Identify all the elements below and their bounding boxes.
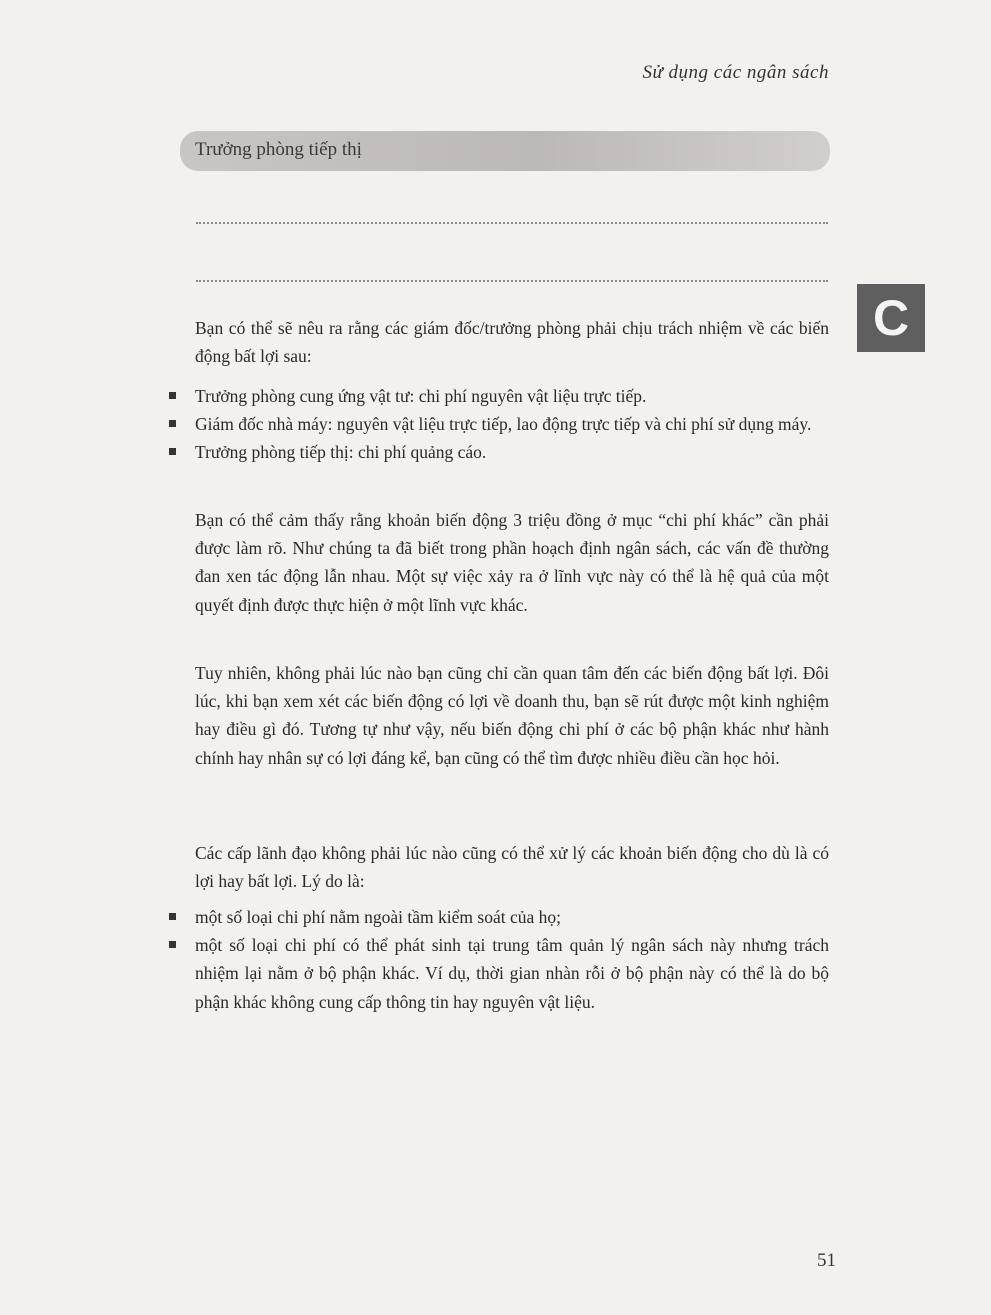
reasons-list bbox=[165, 903, 829, 1016]
paragraph-3: Tuy nhiên, không phải lúc nào bạn cũng chỉ cần quan tâm đến các biến động bất lợi. Đôi lúc, khi bạn xem xét các biến động có lợi về doanh thu, bạn sẽ rút được một kinh nghiệm hay điều gì đó. Tương tự như vậy, nếu biến động chi phí ở các bộ phận khác như hành chính hay nhân sự có lợi đáng kể, bạn cũng có thể tìm được nhiều điều cần học hỏi. bbox=[195, 663, 829, 768]
answer-dotted-line-1 bbox=[196, 222, 828, 224]
answer-dotted-line-2 bbox=[196, 280, 828, 282]
list-item: Trưởng phòng cung ứng vật tư: chi phí nguyên vật liệu trực tiếp. bbox=[165, 382, 829, 410]
bullet-square-icon bbox=[169, 420, 176, 427]
running-head: Sử dụng các ngân sách bbox=[642, 62, 829, 83]
list-item: Giám đốc nhà máy: nguyên vật liệu trực tiếp, lao động trực tiếp và chi phí sử dụng máy. bbox=[165, 410, 829, 438]
list-item: Trưởng phòng tiếp thị: chi phí quảng cáo. bbox=[165, 438, 829, 466]
list-item: một số loại chi phí nằm ngoài tầm kiểm soát của họ; bbox=[165, 903, 829, 931]
paragraph-2: Bạn có thể cảm thấy rằng khoản biến động 3 triệu đồng ở mục “chi phí khác” cần phải được làm rõ. Như chúng ta đã biết trong phần hoạch định ngân sách, các vấn đề thường đan xen tác động lẫn nhau. Một sự việc xảy ra ở lĩnh vực này có thể là hệ quả của một quyết định được thực hiện ở một lĩnh vực khác. bbox=[195, 510, 829, 615]
paragraph-4: Các cấp lãnh đạo không phải lúc nào cũng có thể xử lý các khoản biến động cho dù là có lợi hay bất lợi. Lý do là: bbox=[195, 843, 829, 892]
answer-label: Trưởng phòng tiếp thị bbox=[195, 139, 362, 160]
intro-paragraph: Bạn có thể sẽ nêu ra rằng các giám đốc/trưởng phòng phải chịu trách nhiệm về các biến động bất lợi sau: bbox=[195, 318, 829, 367]
responsibility-list bbox=[165, 382, 829, 467]
section-tab: C bbox=[857, 284, 925, 352]
bullet-square-icon bbox=[169, 448, 176, 455]
list-item: một số loại chi phí có thể phát sinh tại trung tâm quản lý ngân sách này nhưng trách nhiệm lại nằm ở bộ phận khác. Ví dụ, thời gian nhàn rỗi ở bộ phận này có thể là do bộ phận khác không cung cấp thông tin hay nguyên vật liệu. bbox=[165, 931, 829, 1016]
answer-label-bar bbox=[180, 131, 830, 171]
bullet-square-icon bbox=[169, 392, 176, 399]
page-number: 51 bbox=[817, 1250, 836, 1271]
bullet-square-icon bbox=[169, 941, 176, 948]
bullet-square-icon bbox=[169, 913, 176, 920]
